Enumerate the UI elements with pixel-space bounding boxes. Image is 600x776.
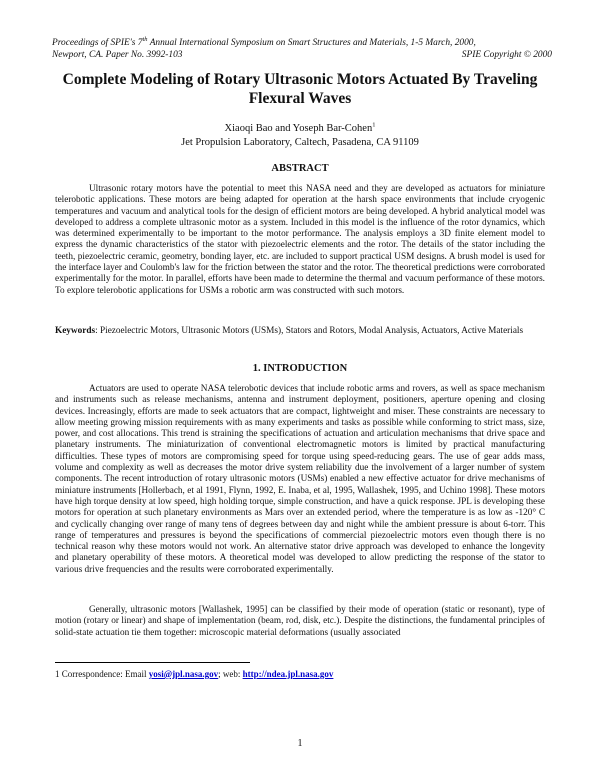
introduction-paragraph-2: Generally, ultrasonic motors [Wallashek, 1995] can be classified by their mode of operation (static or resonant), type of motion (rotary or linear) and shape of implementation (beam, rod, disk, etc.). Despite the distinctions, the fundamental principles of solid-state actuation tie them together: microscopic material deformations (usually associated	[55, 605, 545, 638]
proceedings-header-line2	[52, 49, 552, 61]
web-link[interactable]: http://ndea.jpl.nasa.gov	[242, 669, 334, 679]
introduction-paragraph-1: Actuators are used to operate NASA telerobotic devices that include robotic arms and rovers, as well as space mechanism and instruments such as release mechanisms, antenna and instrument deployment, positioners, aperture opening and closing devices. Increasingly, efforts are made to seek actuators that are compact, lightweight and miser. These constraints are necessary to allow meeting growing mission requirements with as many experiments and tasks as possible while conforming to strict mass, size, power, and cost allocations. This trend is straining the specifications of actuation and articulation mechanisms that drive space and planetary instruments. The miniaturization of conventional electromagnetic motors is limited by practical manufacturing difficulties. These types of motors are compromising speed for torque using speed-reducing gears. The use of gear adds mass, volume and complexity as well as decreases the motor drive system reliability due the involvement of a larger number of system components. The recent introduction of rotary ultrasonic motors (USMs) enabled a new effective actuator for drive mechanisms of miniature instruments [Hollerbach, et al 1991, Flynn, 1992, E. Inaba, et al, 1995, Wallashek, 1995, and Uchino 1998]. These motors have high torque density at low speed, high holding torque, simple construction, and have a quick response. JPL is developing these motors for operation at such planetary environments as Mars over an extended period, where the temperature is as low as -120° C and cyclically changing over range of many tens of degrees between day and night while the ambient pressure is about 6-torr. This range of temperatures and pressures is beyond the specifications of commercial piezoelectric motors even though there is no technical reason why these motors would not work. An alternative stator drive approach was developed to enhance the longevity and planetary operability of these motors. A theoretical model was developed to allow predicting the response of the stator to various drive frequencies and the results were corroborated experimentally.	[55, 384, 545, 575]
keywords: Keywords: Piezoelectric Motors, Ultrasonic Motors (USMs), Stators and Rotors, Modal Analysis, Actuators, Active Materials	[55, 326, 524, 336]
introduction-heading: 1. INTRODUCTION	[252, 363, 348, 374]
page-number: 1	[297, 738, 303, 749]
paper-title: Complete Modeling of Rotary Ultrasonic Motors Actuated By Traveling Flexural Waves	[62, 71, 538, 107]
author-footnote-mark: 1	[372, 121, 376, 129]
authors: Xiaoqi Bao and Yoseph Bar-Cohen$^1$	[224, 121, 376, 134]
abstract-heading: ABSTRACT	[271, 163, 329, 174]
footnote: 1 Correspondence: Email yosi@jpl.nasa.gov; web: http://ndea.jpl.nasa.gov	[55, 669, 334, 679]
copyright: SPIE Copyright © 2000	[461, 50, 552, 60]
keywords-label: Keywords	[55, 326, 96, 336]
abstract-text: Ultrasonic rotary motors have the potential to meet this NASA need and they are developed as actuators for miniature telerobotic applications. These motors are being adapted for operation at the harsh space environments that include cryogenic temperatures and vacuum and analytical tools for the design of efficient motors are being developed. A hybrid analytical model was developed to address a complete ultrasonic motor as a system. Included in this model is the influence of the rotor dynamics, which was determined experimentally to be important to the motor performance. The analysis employs a 3D finite element model to express the dynamic characteristics of the stator with piezoelectric elements and the rotor. The details of the stator including the teeth, piezoelectric ceramic, geometry, bonding layer, etc. are included to support practical USM designs. A brush model is used for the interface layer and Coulomb's law for the friction between the stator and the rotor. The theoretical predictions were corroborated experimentally for the motor. In parallel, efforts have been made to determine the thermal and vacuum performance of these motors. To explore telerobotic applications for USMs a robotic arm was constructed with such motors.	[55, 184, 545, 296]
proceedings-header-line1: Proceedings of SPIE's 7th Annual International Symposium on Smart Structures and Materials, 1-5 March, 2000,	[52, 35, 476, 48]
footnote-divider	[55, 662, 250, 663]
email-link[interactable]: yosi@jpl.nasa.gov	[148, 669, 219, 679]
affiliation: Jet Propulsion Laboratory, Caltech, Pasadena, CA 91109	[181, 137, 419, 148]
paper-number: Newport, CA. Paper No. 3992-103	[52, 50, 183, 60]
